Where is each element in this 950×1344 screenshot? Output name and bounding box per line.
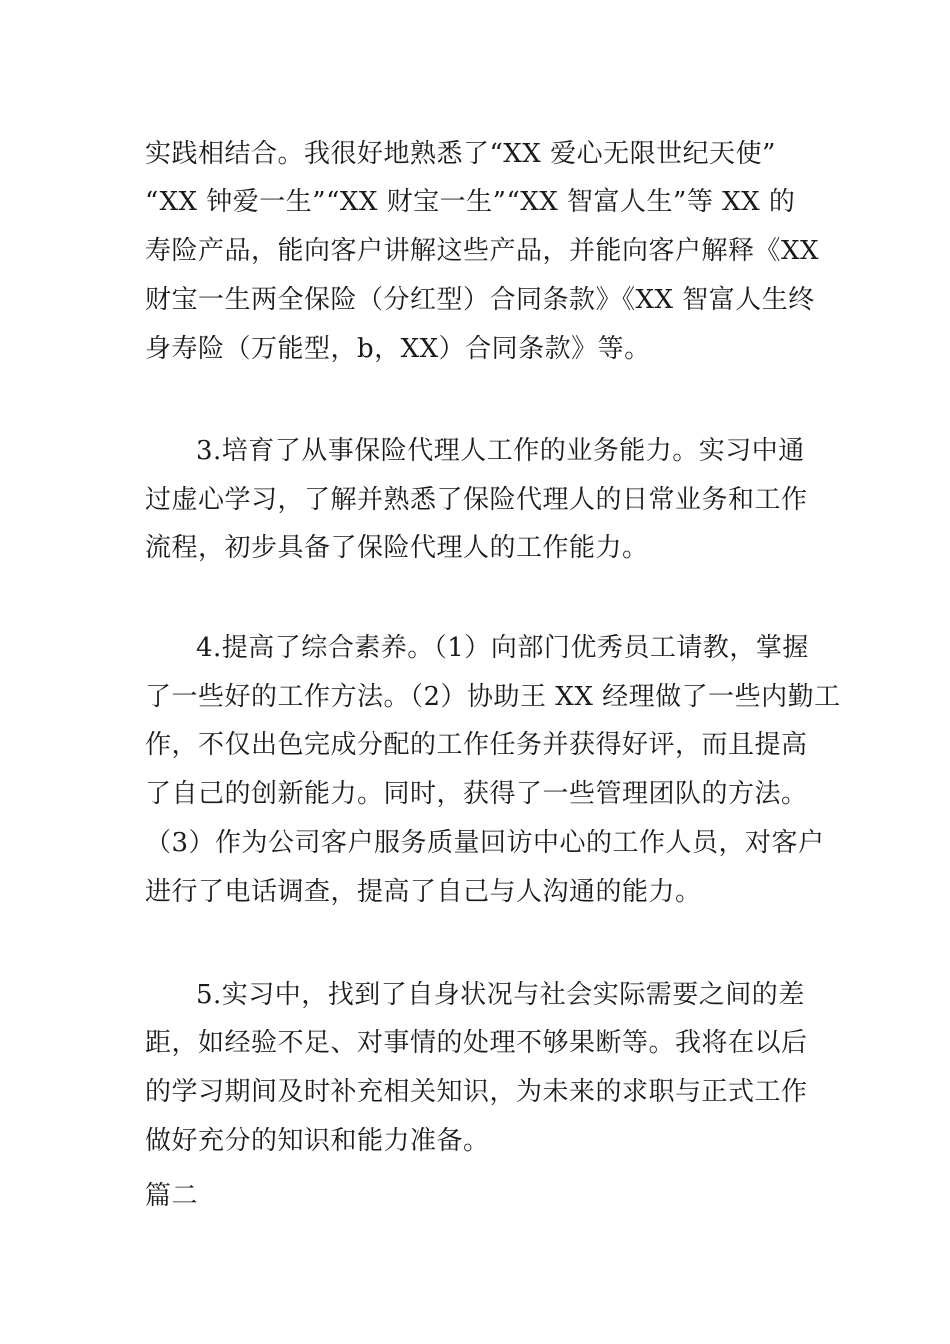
paragraph-3-line-6: 进行了电话调查，提高了自己与人沟通的能力。 — [145, 877, 702, 907]
paragraph-3-line-5: （3）作为公司客户服务质量回访中心的工作人员，对客户 — [145, 828, 825, 858]
paragraph-4-line-2: 距，如经验不足、对事情的处理不够果断等。我将在以后 — [145, 1028, 808, 1058]
paragraph-1-line-3: 寿险产品，能向客户讲解这些产品，并能向客户解释《XX — [145, 236, 820, 266]
paragraph-4-line-4: 做好充分的知识和能力准备。 — [145, 1126, 490, 1156]
paragraph-2-line-2: 过虚心学习，了解并熟悉了保险代理人的日常业务和工作 — [145, 485, 808, 515]
paragraph-4-line-1: 5.实习中，找到了自身状况与社会实际需要之间的差 — [196, 980, 805, 1010]
paragraph-3-line-3: 作，不仅出色完成分配的工作任务并获得好评，而且提高 — [145, 730, 808, 760]
paragraph-3-line-2: 了一些好的工作方法。（2）协助王 XX 经理做了一些内勤工 — [145, 682, 841, 712]
paragraph-1-line-5: 身寿险（万能型，b，XX）合同条款》等。 — [145, 334, 651, 364]
paragraph-3-line-4: 了自己的创新能力。同时，获得了一些管理团队的方法。 — [145, 779, 808, 809]
paragraph-3-line-1: 4.提高了综合素养。（1）向部门优秀员工请教，掌握 — [196, 633, 809, 663]
section-heading: 篇二 — [145, 1181, 199, 1211]
paragraph-1-line-1: 实践相结合。我很好地熟悉了“XX 爱心无限世纪天使” — [145, 139, 776, 169]
paragraph-1-line-2: “XX 钟爱一生”“XX 财宝一生”“XX 智富人生”等 XX 的 — [145, 187, 796, 217]
paragraph-2-line-3: 流程，初步具备了保险代理人的工作能力。 — [145, 533, 649, 563]
paragraph-4-line-3: 的学习期间及时补充相关知识，为未来的求职与正式工作 — [145, 1077, 808, 1107]
paragraph-2-line-1: 3.培育了从事保险代理人工作的业务能力。实习中通 — [196, 436, 805, 466]
paragraph-1-line-4: 财宝一生两全保险（分红型）合同条款》《XX 智富人生终 — [145, 285, 815, 315]
